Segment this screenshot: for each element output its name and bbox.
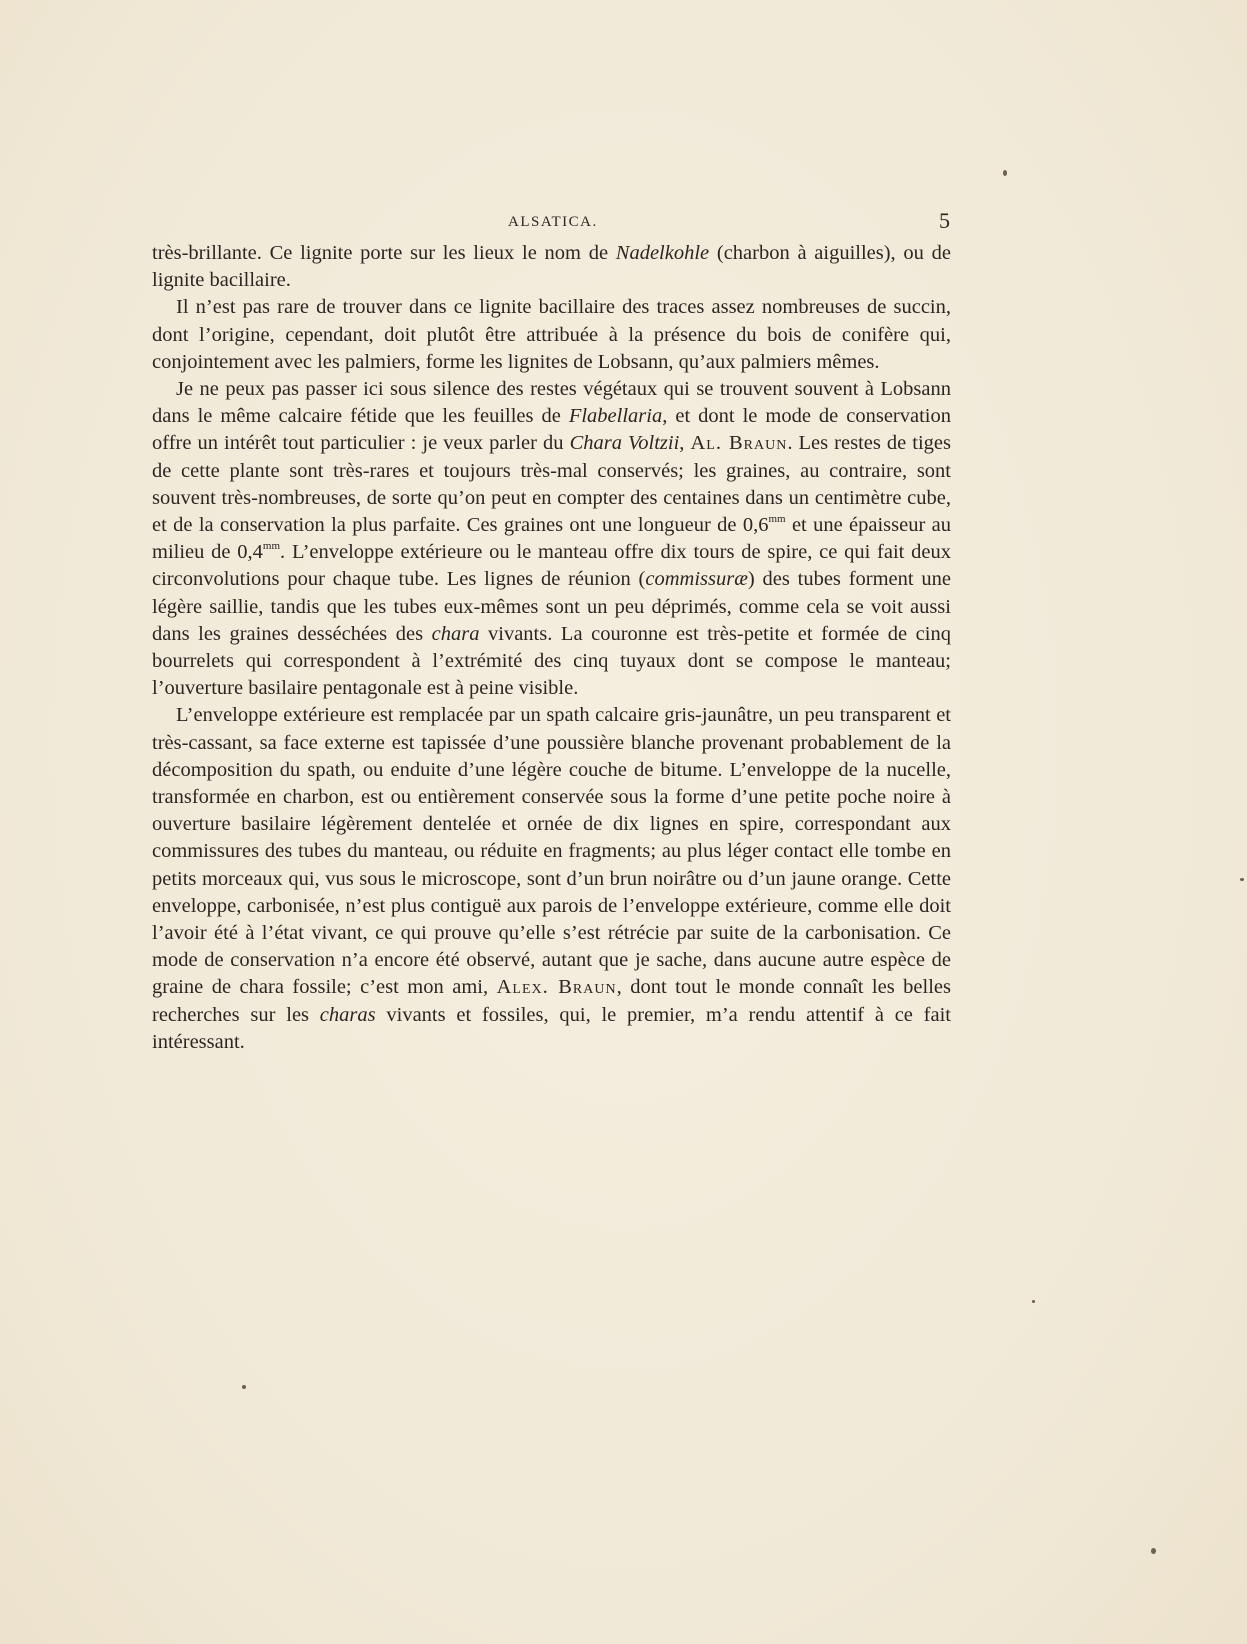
paragraph-1 xyxy=(152,240,951,294)
text-run: , et dont le mode de conservation offre un intérêt tout particulier : je veux parler du xyxy=(152,405,951,455)
text-run: vivants. La couronne est très-petite et formée de cinq bourrelets qui correspondent à l’extrémité des cinq tuyaux dont se compose le manteau; l’ouverture basilaire pentagonale est à peine visible. xyxy=(152,622,951,700)
paragraph-4 xyxy=(152,702,951,1056)
text-run: vivants et fossiles, qui, le premier, m’a rendu attentif à ce fait intéressant. xyxy=(152,1003,951,1053)
text-run: et une épaisseur au milieu de 0,4 xyxy=(152,514,951,564)
unit-superscript: mm xyxy=(768,513,786,526)
running-title: ALSATICA. xyxy=(508,214,598,230)
text-run: , xyxy=(679,432,691,455)
paper-speck xyxy=(242,1385,246,1389)
italic-term: commissuræ xyxy=(645,568,748,591)
text-run: L’enveloppe extérieure est remplacée par un spath calcaire gris-jaunâtre, un peu transparent et très-cassant, sa face externe est tapissée d’une poussière blanche provenant probablement de la décomposition du spath, ou enduite d’une légère couche de bitume. L’enveloppe de la nucelle, transformée en charbon, est ou entièrement conservée sous la forme d’une petite poche noire à ouverture basilaire légèrement dentelée et ornée de dix lignes en spire, correspondant aux commissures des tubes du manteau, ou réduite en fragments; au plus léger contact elle tombe en petits morceaux qui, vus sous le microscope, sont d’un brun noirâtre ou d’un jaune orange. Cette enveloppe, carbonisée, n’est plus contiguë aux parois de l’enveloppe extérieure, comme elle doit l’avoir été à l’état vivant, ce qui prouve qu’elle s’est rétrécie par suite de la carbonisation. Ce mode de conservation n’a encore été observé, autant que je sache, dans aucune autre espèce de graine de chara fossile; c’est mon ami, xyxy=(152,704,951,999)
paper-speck xyxy=(1003,170,1007,176)
text-run: . Les restes de tiges de cette plante sont très-rares et toujours très-mal conservés; les graines, au contraire, sont souvent très-nombreuses, de sorte qu’on peut en compter des centaines dans un centimètre cube, et de la conservation la plus parfaite. Ces graines ont une longueur de 0,6 xyxy=(152,432,952,537)
paper-speck xyxy=(1032,1300,1035,1303)
text-run: , dont tout le monde connaît les belles recherches sur les xyxy=(152,976,951,1026)
unit-superscript: mm xyxy=(262,540,281,553)
page-number: 5 xyxy=(939,208,950,233)
italic-term: chara xyxy=(431,622,480,645)
text-run: . L’enveloppe extérieure ou le manteau offre dix tours de spire, ce qui fait deux circonvolutions pour chaque tube. Les lignes de réunion ( xyxy=(152,541,951,591)
italic-term: Flabellaria xyxy=(568,405,663,428)
text-run: (charbon à aiguilles), ou de lignite bacillaire. xyxy=(152,242,951,292)
text-run: Je ne peux pas passer ici sous silence des restes végétaux qui se trouvent souvent à Lobsann dans le même calcaire fétide que les feuilles de xyxy=(152,378,951,428)
paper-speck xyxy=(1240,878,1244,881)
italic-term: Chara Voltzii xyxy=(569,432,680,455)
body-text xyxy=(152,240,951,1056)
italic-term: charas xyxy=(319,1003,376,1026)
author-name: Al. Braun xyxy=(690,432,788,455)
paragraph-2 xyxy=(152,294,951,376)
text-run: ) des tubes forment une légère saillie, tandis que les tubes eux-mêmes sont un peu déprimés, comme cela se voit aussi dans les graines desséchées des xyxy=(152,568,951,645)
running-head xyxy=(150,208,950,238)
paper-speck xyxy=(1151,1548,1156,1554)
paragraph-3 xyxy=(152,376,951,702)
text-run: très-brillante. Ce lignite porte sur les lieux le nom de xyxy=(152,242,616,264)
text-run: Il n’est pas rare de trouver dans ce lignite bacillaire des traces assez nombreuses de succin, dont l’origine, cependant, doit plutôt être attribuée à la présence du bois de conifère qui, conjointement avec les palmiers, forme les lignites de Lobsann, qu’aux palmiers mêmes. xyxy=(152,296,951,373)
author-name: Alex. Braun xyxy=(496,976,617,999)
italic-term: Nadelkohle xyxy=(615,242,710,264)
